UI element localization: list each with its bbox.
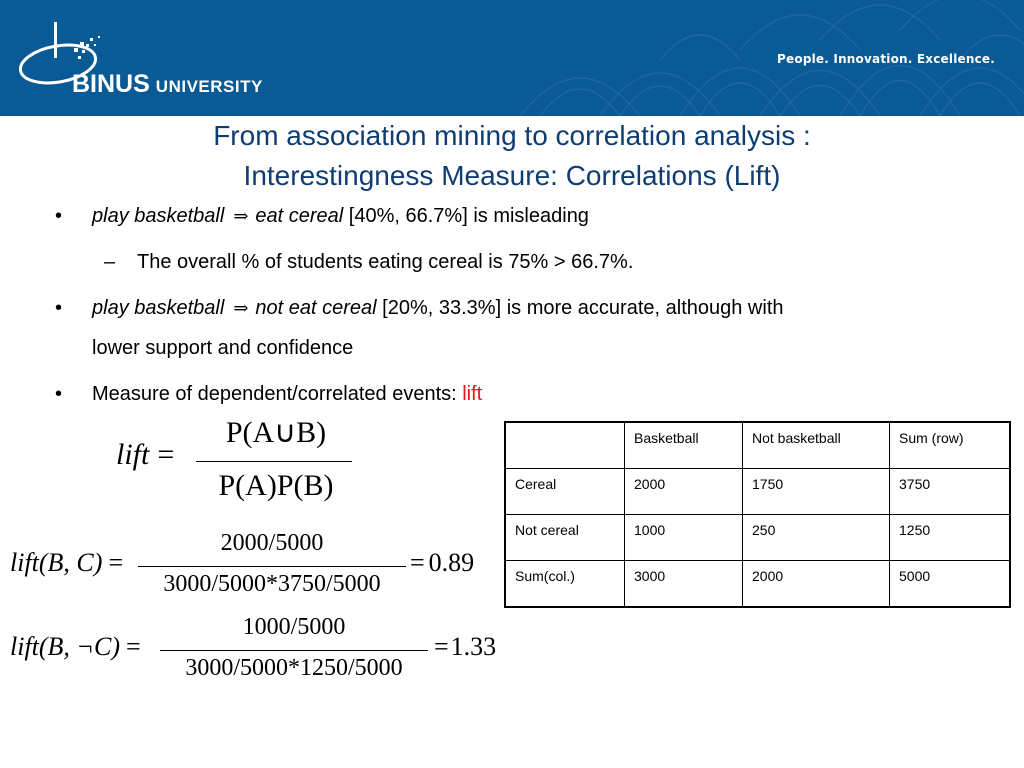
lift-bc-denominator: 3000/5000*3750/5000 [163, 571, 381, 597]
bullet-dot: • [55, 297, 63, 319]
sub-bullet-text: The overall % of students eating cereal is 75% > 66.7%. [137, 251, 634, 273]
lift-bnotc-denominator: 3000/5000*1250/5000 [185, 655, 403, 681]
table-header-cell: Not basketball [743, 422, 890, 469]
logo-wordmark [72, 70, 263, 99]
equals-sign: = [157, 438, 175, 471]
bullet-2-continued: lower support and confidence [92, 337, 354, 359]
table-cell: 250 [743, 515, 890, 561]
equals-sign: = [434, 632, 449, 661]
table-cell: 2000 [625, 469, 743, 515]
rule-measures: [20%, 33.3%] is more accurate, although with [376, 297, 784, 319]
lift-bc-lhs [10, 548, 123, 578]
lift-denominator: P(A)P(B) [218, 469, 334, 502]
tagline: People. Innovation. Excellence. [777, 52, 995, 66]
rule-antecedent: play basketball [92, 297, 225, 319]
lift-formula [116, 438, 174, 472]
table-row [505, 469, 1010, 515]
bullet-3 [55, 374, 483, 414]
sub-bullet-1 [104, 242, 634, 282]
lift-bc-numerator: 2000/5000 [220, 530, 324, 556]
logo-brand: BINUS [72, 70, 150, 98]
lift-bnotc-result [434, 632, 496, 662]
bullet-dot: • [55, 205, 63, 227]
implies-arrow: ⇒ [233, 298, 249, 319]
table-cell: 1000 [625, 515, 743, 561]
rule-consequent: not eat cereal [255, 297, 377, 319]
lift-bnotc-numerator: 1000/5000 [242, 614, 346, 640]
slide-title [0, 116, 1024, 196]
table-cell: 3000 [625, 561, 743, 608]
table-cell: Cereal [505, 469, 625, 515]
bullet-3-text: Measure of dependent/correlated events: [92, 383, 463, 405]
dash-marker: – [104, 251, 116, 273]
table-header-cell [505, 422, 625, 469]
lift-bnotc-lhs [10, 632, 141, 662]
equals-sign: = [410, 548, 425, 577]
result-value: 1.33 [450, 632, 497, 661]
contingency-table [504, 421, 1011, 608]
bullet-2 [55, 288, 784, 329]
table-header-cell: Sum (row) [890, 422, 1011, 469]
table-cell: Sum(col.) [505, 561, 625, 608]
rule-consequent: eat cereal [255, 205, 344, 227]
table-cell: Not cereal [505, 515, 625, 561]
table-cell: 2000 [743, 561, 890, 608]
implies-arrow: ⇒ [233, 206, 249, 227]
equals-sign: = [125, 632, 141, 661]
table-cell: 1750 [743, 469, 890, 515]
title-line-2: Interestingness Measure: Correlations (Lift) [243, 160, 781, 191]
lift-highlight: lift [462, 383, 483, 405]
fraction-bar [196, 461, 352, 462]
result-value: 0.89 [428, 548, 475, 577]
table-cell: 3750 [890, 469, 1011, 515]
fraction-bar [138, 566, 406, 567]
table-cell: 5000 [890, 561, 1011, 608]
table-header-row [505, 422, 1010, 469]
fraction-bar [160, 650, 428, 651]
logo-suffix: UNIVERSITY [155, 77, 263, 96]
title-line-1: From association mining to correlation analysis : [213, 120, 811, 151]
rule-antecedent: play basketball [92, 205, 225, 227]
table-cell: 1250 [890, 515, 1011, 561]
formula-lhs: lift [116, 438, 150, 471]
equals-sign: = [108, 548, 124, 577]
bullet-dot: • [55, 383, 63, 405]
table-row [505, 561, 1010, 608]
lift-bc-result [410, 548, 474, 578]
rule-measures: [40%, 66.7%] is misleading [343, 205, 589, 227]
bullet-1 [55, 196, 589, 237]
header-banner [0, 0, 1024, 116]
table-row [505, 515, 1010, 561]
lift-numerator: P(A∪B) [225, 416, 327, 449]
formula-lhs: lift(B, C) [10, 548, 103, 577]
formula-lhs: lift(B, ¬C) [10, 632, 120, 661]
table-header-cell: Basketball [625, 422, 743, 469]
